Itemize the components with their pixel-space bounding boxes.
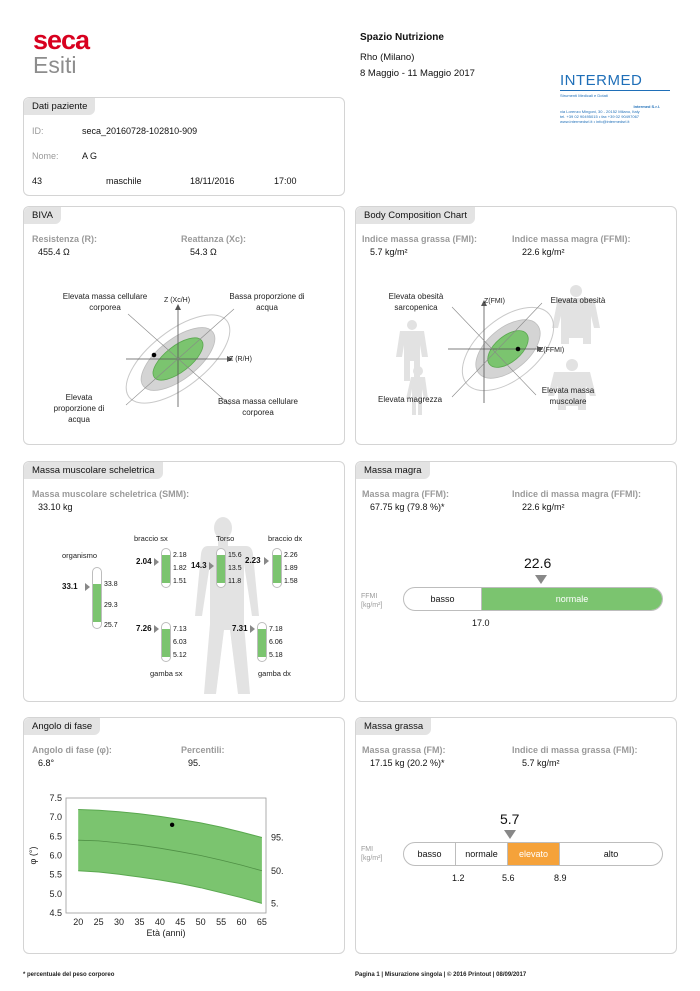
biva-diag-2 <box>126 309 234 405</box>
patient-date: 18/11/2016 <box>190 176 235 186</box>
arm-right-label: braccio dx <box>268 534 303 543</box>
silhouette-sarcopenic <box>396 320 428 381</box>
ffmi-segment-low: basso <box>404 588 482 610</box>
fmi-axis-unit: [kg/m²] <box>361 855 383 862</box>
footer-note: * percentuale del peso corporeo <box>23 972 115 978</box>
bcc-quadrant-tl: Elevata obesità sarcopenica <box>388 292 444 312</box>
biva-quadrant-tr: Bassa proporzione di acqua <box>229 292 305 312</box>
arm-left-range <box>162 555 170 583</box>
x-tick-label: 35 <box>134 917 145 927</box>
leg-left-marker-icon <box>154 625 159 633</box>
biva-quadrant-bl: Elevata proporzione di acqua <box>53 393 105 424</box>
patient-name: A G <box>82 151 98 161</box>
biva-quadrant-br: Bassa massa cellulare corporea <box>217 397 299 417</box>
phase-title: Angolo di fase <box>24 718 100 735</box>
series-label-p50: 50. <box>271 865 284 876</box>
ffmi-scale-bar <box>403 587 663 611</box>
fmi-label: Indice massa grassa (FMI): <box>362 234 478 244</box>
leg-left-range <box>162 629 170 657</box>
leg-right-mid: 6.06 <box>269 639 283 646</box>
ffmi-marker-icon <box>535 575 547 584</box>
arm-left-low: 1.51 <box>173 578 187 585</box>
torso-mid: 13.5 <box>228 565 242 572</box>
leg-right-gauge <box>257 622 267 662</box>
y-tick-label: 4.5 <box>49 908 62 918</box>
biva-point <box>152 353 157 358</box>
ffmi-axis-unit: [kg/m²] <box>361 602 383 609</box>
x-axis-title: Età (anni) <box>146 928 186 938</box>
x-tick-label: 30 <box>114 917 125 927</box>
biva-diag-1 <box>128 314 230 405</box>
fmi-threshold-2: 5.6 <box>502 873 515 883</box>
reactance-label: Reattanza (Xc): <box>181 234 247 244</box>
bcc-graph <box>356 207 678 446</box>
ffmi-segment-normal: normale <box>482 588 662 610</box>
leg-left-gauge <box>161 622 171 662</box>
organism-high: 33.8 <box>104 581 118 588</box>
arm-left-gauge <box>161 548 171 588</box>
x-tick-label: 60 <box>236 917 247 927</box>
brand <box>33 26 89 76</box>
organism-value: 33.1 <box>62 582 78 591</box>
event-dates: 8 Maggio - 11 Maggio 2017 <box>360 68 475 79</box>
biva-title: BIVA <box>24 207 61 224</box>
y-tick-label: 7.0 <box>49 812 62 823</box>
fmi-segment-high: elevato <box>508 843 560 865</box>
intermed-tagline: Strumenti Medicali e Dotati <box>560 93 608 98</box>
leg-left-label: gamba sx <box>150 669 183 678</box>
ffmi-value: 22.6 kg/m² <box>522 247 565 257</box>
bcc-title: Body Composition Chart <box>356 207 475 224</box>
fmi-value: 5.7 kg/m² <box>370 247 408 257</box>
ffmi-axis-label: FFMI <box>361 593 378 600</box>
y-tick-label: 5.5 <box>49 869 62 880</box>
patient-title: Dati paziente <box>24 98 95 115</box>
y-tick-label: 5.0 <box>49 888 62 899</box>
sarcopenic-head <box>407 320 417 330</box>
ffmi-threshold: 17.0 <box>472 618 490 628</box>
event-city: Rho (Milano) <box>360 52 415 63</box>
arm-left-label: braccio sx <box>134 534 168 543</box>
intermed-divider <box>560 90 670 91</box>
fm-value: 17.15 kg (20.2 %)* <box>370 758 445 768</box>
x-tick-label: 40 <box>154 917 165 927</box>
organism-marker-icon <box>85 583 90 591</box>
arm-right-mid: 1.89 <box>284 565 298 572</box>
arm-left-high: 2.18 <box>173 552 187 559</box>
resistance-value: 455.4 Ω <box>38 247 70 257</box>
y-tick-label: 7.5 <box>49 793 62 803</box>
fmi-threshold-3: 8.9 <box>554 873 567 883</box>
leg-right-low: 5.18 <box>269 652 283 659</box>
ffm-title: Massa magra <box>356 462 430 479</box>
bcc-axis-fmi: Z(FMI) <box>484 298 505 305</box>
fmi-axis-label: FMI <box>361 846 374 853</box>
series-label-p5: 5. <box>271 898 279 909</box>
patient-id-label: ID: <box>32 126 44 136</box>
biva-axis-r: Z (R/H) <box>229 356 252 363</box>
torso-range <box>217 555 225 583</box>
ffmi-marker-value: 22.6 <box>524 555 552 571</box>
seca-logo: seca <box>33 25 90 55</box>
smm-title: Massa muscolare scheletrica <box>24 462 163 479</box>
muscular-head <box>566 359 578 371</box>
smm-value: 33.10 kg <box>38 502 73 512</box>
phase-chart <box>24 718 346 955</box>
ffmi-index-value: 22.6 kg/m² <box>522 502 565 512</box>
leg-right-high: 7.18 <box>269 626 283 633</box>
phase-label: Angolo di fase (φ): <box>32 745 112 755</box>
sarcopenic-body <box>396 331 428 381</box>
intermed-address: via Lorenzo Mingoni, 30 - 20152 Milano, Italy <box>560 109 640 114</box>
leg-right-marker-icon <box>250 625 255 633</box>
torso-marker-icon <box>209 562 214 570</box>
patient-time: 17:00 <box>274 176 297 186</box>
leg-left-value: 7.26 <box>136 624 152 633</box>
intermed-phone: tel. +39 02 90495015 • fax +39 02 90497067 <box>560 114 640 119</box>
ffmi-index-label: Indice di massa magra (FFMI): <box>512 489 642 499</box>
ffm-value: 67.75 kg (79.8 %)* <box>370 502 445 512</box>
x-tick-label: 20 <box>73 917 84 927</box>
bcc-quadrant-br: Elevata massa muscolare <box>541 386 595 406</box>
series-label-p95: 95. <box>271 832 284 843</box>
fmi-scale-bar <box>403 842 663 866</box>
bcc-axis-ffmi: Z(FFMI) <box>539 347 565 354</box>
arm-right-gauge <box>272 548 282 588</box>
torso-low: 11.8 <box>228 578 242 585</box>
y-tick-label: 6.0 <box>49 850 62 861</box>
leg-right-label: gamba dx <box>258 669 291 678</box>
arm-left-marker-icon <box>154 558 159 566</box>
fmi-marker-value: 5.7 <box>500 811 520 827</box>
arm-right-value: 2.23 <box>245 556 261 565</box>
y-tick-label: 6.5 <box>49 831 62 842</box>
intermed-logo <box>560 72 670 124</box>
intermed-web: www.intermedsrl.it • info@intermedsrl.it <box>560 119 630 124</box>
fmi-segment-low: basso <box>404 843 456 865</box>
silhouette-obese <box>552 285 600 344</box>
x-tick-label: 65 <box>256 917 267 927</box>
x-tick-label: 50 <box>195 917 206 927</box>
x-tick-label: 45 <box>175 917 186 927</box>
lean-head <box>413 366 423 376</box>
fmi-index-label: Indice di massa grassa (FMI): <box>512 745 638 755</box>
patient-id: seca_20160728-102810-909 <box>82 126 198 136</box>
patient-point <box>170 823 174 827</box>
fmi-index-value: 5.7 kg/m² <box>522 758 560 768</box>
bcc-quadrant-tr: Elevata obesità <box>550 296 606 305</box>
bcc-point <box>516 347 521 352</box>
organism-mid: 29.3 <box>104 602 118 609</box>
organism-range <box>93 584 101 622</box>
fm-card <box>355 717 677 954</box>
arm-right-range <box>273 555 281 583</box>
leg-right-value: 7.31 <box>232 624 248 633</box>
intermed-name: INTERMED <box>560 72 643 89</box>
organism-label: organismo <box>62 551 98 560</box>
fmi-threshold-1: 1.2 <box>452 873 465 883</box>
reactance-value: 54.3 Ω <box>190 247 217 257</box>
organism-low: 25.7 <box>104 622 118 629</box>
organism-gauge <box>92 567 102 629</box>
ffmi-label: Indice massa magra (FFMI): <box>512 234 631 244</box>
patient-card <box>23 97 345 196</box>
smm-label: Massa muscolare scheletrica (SMM): <box>32 489 190 499</box>
patient-name-label: Nome: <box>32 151 59 161</box>
arm-left-mid: 1.82 <box>173 565 187 572</box>
smm-card <box>23 461 345 702</box>
x-tick-label: 55 <box>216 917 227 927</box>
biva-card <box>23 206 345 445</box>
percentile-value: 95. <box>188 758 201 768</box>
fm-label: Massa grassa (FM): <box>362 745 446 755</box>
phase-value: 6.8° <box>38 758 55 768</box>
biva-axis-xc: Z (Xc/H) <box>164 297 191 304</box>
fmi-segment-very-high: alto <box>603 849 619 859</box>
torso-value: 14.3 <box>191 561 207 570</box>
event-info <box>360 30 475 82</box>
phase-card <box>23 717 345 954</box>
arm-left-value: 2.04 <box>136 557 152 566</box>
arm-right-high: 2.26 <box>284 552 298 559</box>
arm-right-low: 1.58 <box>284 578 298 585</box>
x-tick-label: 25 <box>93 917 104 927</box>
footer-page-info: Pagina 1 | Misurazione singola | © 2016 Printout | 08/09/2017 <box>355 972 527 978</box>
torso-gauge <box>216 548 226 588</box>
ffm-label: Massa magra (FFM): <box>362 489 450 499</box>
bcc-quadrant-bl: Elevata magrezza <box>377 395 443 404</box>
percentile-label: Percentili: <box>181 745 225 755</box>
fmi-segment-normal: normale <box>456 843 508 865</box>
y-axis-title: φ (°) <box>28 846 38 865</box>
ffm-card <box>355 461 677 702</box>
event-title: Spazio Nutrizione <box>360 32 444 43</box>
arm-right-marker-icon <box>264 557 269 565</box>
biva-quadrant-tl: Elevata massa cellulare corporea <box>62 292 148 312</box>
bcc-card <box>355 206 677 445</box>
patient-age: 43 <box>32 176 43 186</box>
page-title: Esiti <box>33 52 77 78</box>
fmi-marker-icon <box>504 830 516 839</box>
torso-label: Torso <box>216 534 235 543</box>
resistance-label: Resistenza (R): <box>32 234 98 244</box>
fm-title: Massa grassa <box>356 718 431 735</box>
leg-right-range <box>258 629 266 657</box>
leg-left-low: 5.12 <box>173 652 187 659</box>
patient-sex: maschile <box>106 176 142 186</box>
leg-left-mid: 6.03 <box>173 639 187 646</box>
torso-high: 15.6 <box>228 552 242 559</box>
intermed-company: Intermed S.r.l. <box>633 104 660 109</box>
leg-left-high: 7.13 <box>173 626 187 633</box>
